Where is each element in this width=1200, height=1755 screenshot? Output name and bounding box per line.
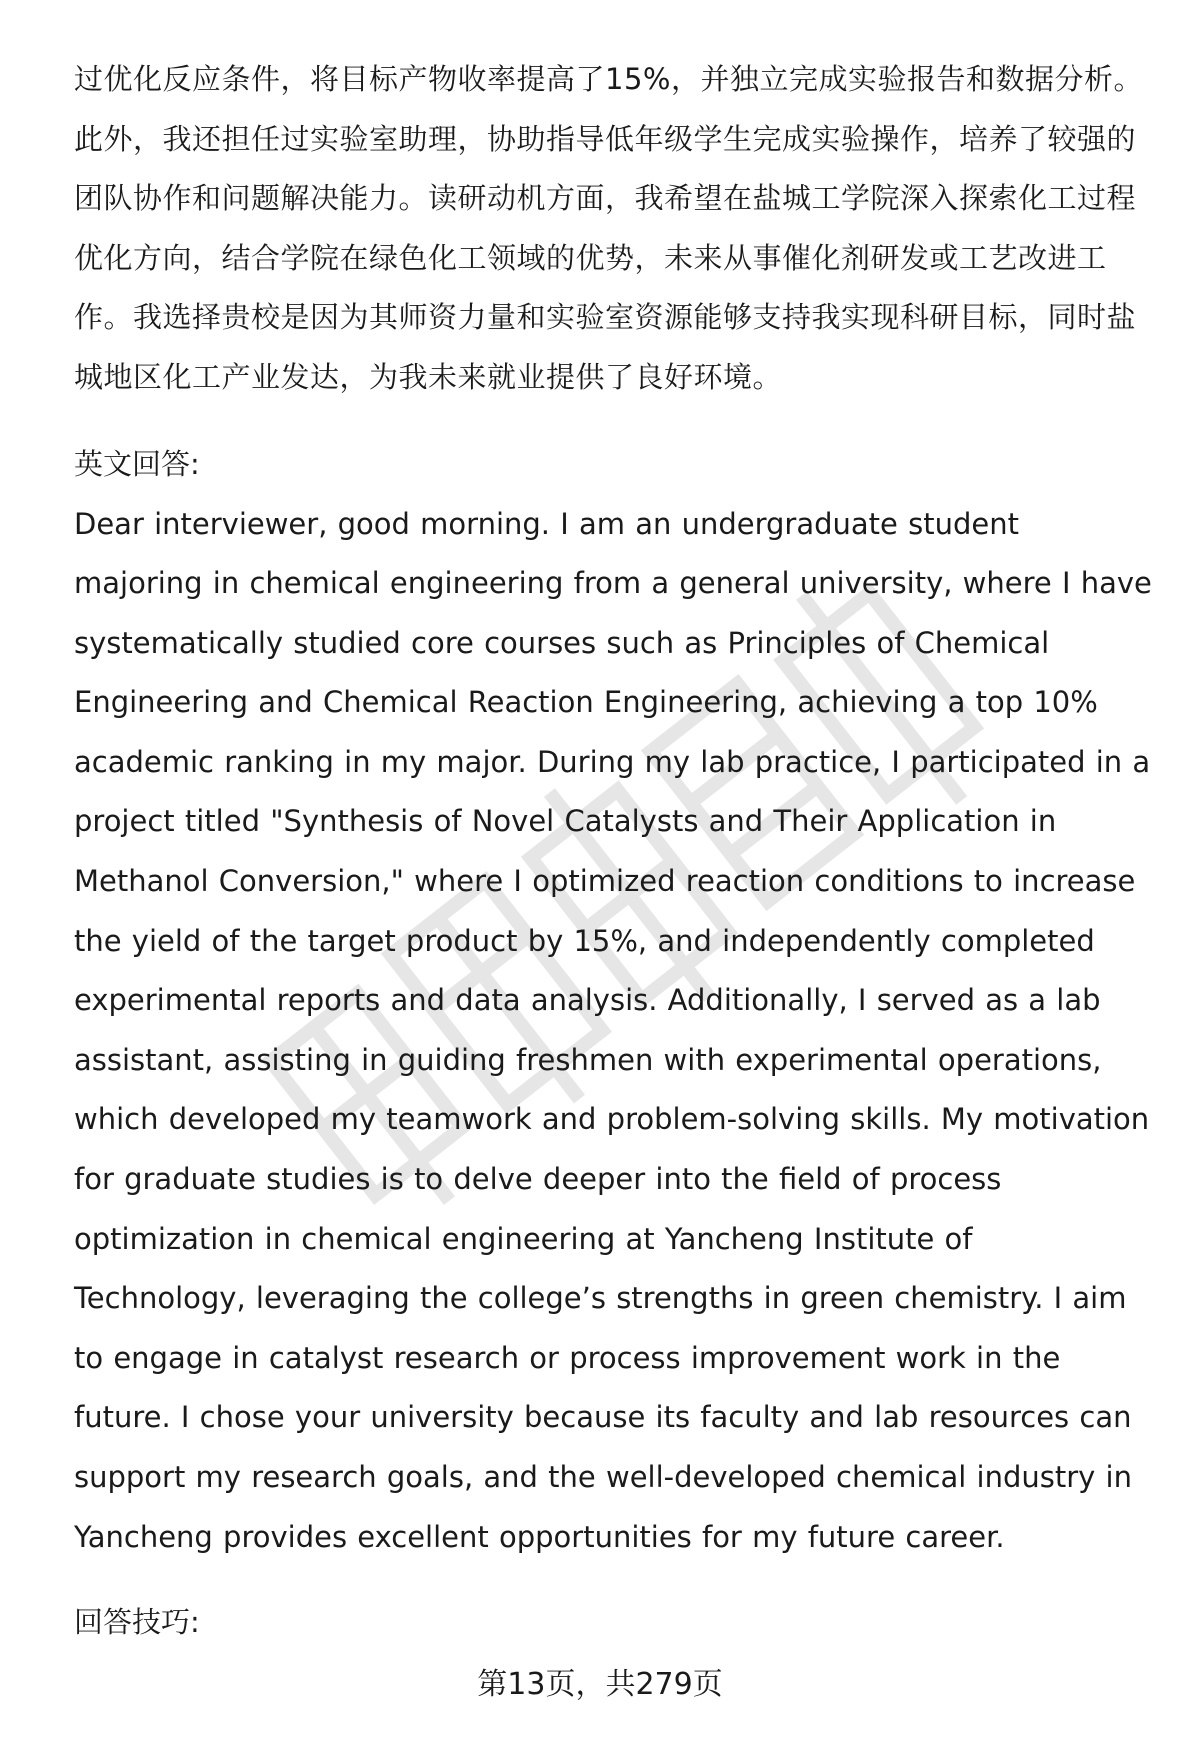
document-body (74, 50, 1154, 1653)
tips-label: 回答技巧: (74, 1605, 200, 1640)
english-answer-text: Dear interviewer, good morning. I am an undergraduate student majoring in chemical engineering from a general university, where I have systematically studied core courses such as Principles of Chemical Engineering and Chemical Reaction Engineering, achieving a top 10% academic ranking in my major. During my lab practice, I participated in a project titled "Synthesis of Novel Catalysts and Their Application in Methanol Conversion," where I optimized reaction conditions to increase the yield of the target product by 15%, and independently completed experimental reports and data analysis. Additionally, I served as a lab assistant, assisting in guiding freshmen with experimental operations, which developed my teamwork and problem-solving skills. My motivation for graduate studies is to delve deeper into the field of process optimization in chemical engineering at Yancheng Institute of Technology, leveraging the college’s strengths in green chemistry. I aim to engage in catalyst research or process improvement work in the future. I chose your university because its faculty and lab resources can support my research goals, and the well-developed chemical industry in Yancheng provides excellent opportunities for my future career. (74, 506, 1152, 1554)
intro-paragraph-cn: 过优化反应条件，将目标产物收率提高了15%，并独立完成实验报告和数据分析。此外，我还担任过实验室助理，协助指导低年级学生完成实验操作，培养了较强的团队协作和问题解决能力。读研动机方面，我希望在盐城工学院深入探索化工过程优化方向，结合学院在绿色化工领域的优势，未来从事催化剂研发或工艺改进工作。我选择贵校是因为其师资力量和实验室资源能够支持我实现科研目标，同时盐城地区化工产业发达，为我未来就业提供了良好环境。 (74, 62, 1143, 394)
english-answer-label: 英文回答: (74, 447, 200, 481)
page-number: 第13页，共279页 (477, 1667, 723, 1702)
